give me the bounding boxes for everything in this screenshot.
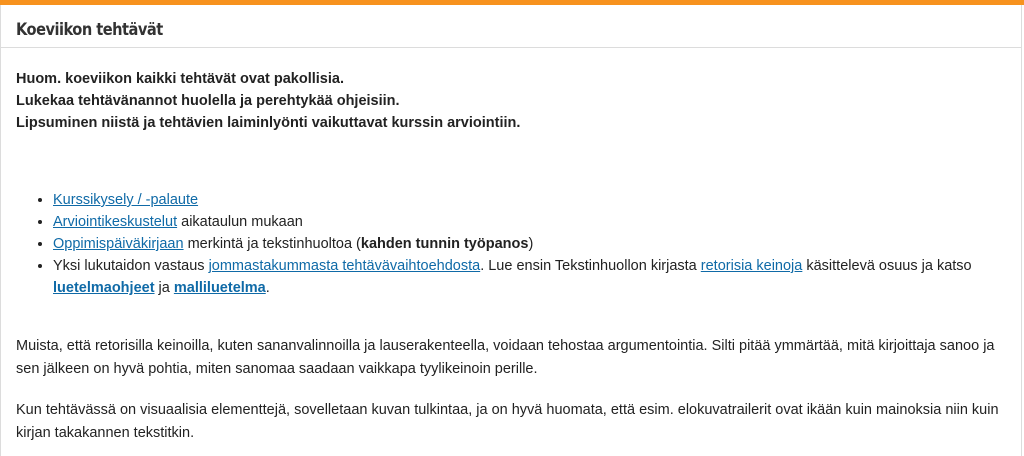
- workload-note: kahden tunnin työpanos: [360, 236, 529, 252]
- assessment-discussions-link[interactable]: Arviointikeskustelut: [53, 214, 178, 230]
- task-item-text: Yksi lukutaidon vastaus: [53, 258, 209, 274]
- rhetoric-link[interactable]: retorisia keinoja: [700, 258, 803, 274]
- task-list: [16, 189, 1013, 299]
- task-item-text: .: [265, 280, 270, 296]
- task-item-text: ): [528, 236, 534, 252]
- task-item-text: ja: [154, 280, 174, 296]
- task-options-link[interactable]: jommastakummasta tehtävävaihtoehdosta: [208, 258, 481, 274]
- intro-line-2: Lukekaa tehtävänannot huolella ja perehtykää ohjeisiin.: [16, 93, 400, 109]
- title-bar: [0, 5, 1022, 48]
- list-guide-link[interactable]: luetelmaohjeet: [53, 280, 155, 296]
- paragraph-rhetoric: Muista, että retorisilla keinoilla, kuten sananvalinnoilla ja lauserakenteella, voidaan tehostaa argumentointia. Silti pitää ymmärtää, mitä kirjoittaja sanoo ja sen jälkeen on hyvä pohtia, miten sanomaa saadaan vaikkapa tyylikeinoin perille.: [16, 338, 995, 377]
- task-item-text: aikataulun mukaan: [177, 214, 303, 230]
- task-item-text: . Lue ensin Tekstinhuollon kirjasta: [480, 258, 701, 274]
- task-item-survey: [53, 189, 1013, 211]
- task-item-text: käsittelevä osuus ja katso: [802, 258, 972, 274]
- task-item-literacy: [53, 255, 1013, 299]
- task-item-assessment: [53, 211, 1013, 233]
- survey-link[interactable]: Kurssikysely / -palaute: [53, 192, 199, 208]
- task-item-text: merkintä ja tekstinhuoltoa (: [183, 236, 361, 252]
- intro-block: [16, 68, 1006, 134]
- sample-list-link[interactable]: malliluetelma: [173, 280, 266, 296]
- intro-line-1: Huom. koeviikon kaikki tehtävät ovat pakollisia.: [16, 71, 344, 87]
- paragraph-visual: Kun tehtävässä on visuaalisia elementtejä, sovelletaan kuvan tulkintaa, ja on hyvä huomata, että esim. elokuvatrailerit ovat ikään kuin mainoksia niin kuin kirjan takakannen tekstitkin.: [16, 402, 999, 441]
- page-title: Koeviikon tehtävät: [16, 20, 163, 40]
- task-item-diary: [53, 233, 1013, 255]
- learning-diary-link[interactable]: Oppimispäiväkirjaan: [53, 236, 184, 252]
- intro-line-3: Lipsuminen niistä ja tehtävien laiminlyönti vaikuttavat kurssin arviointiin.: [16, 115, 521, 131]
